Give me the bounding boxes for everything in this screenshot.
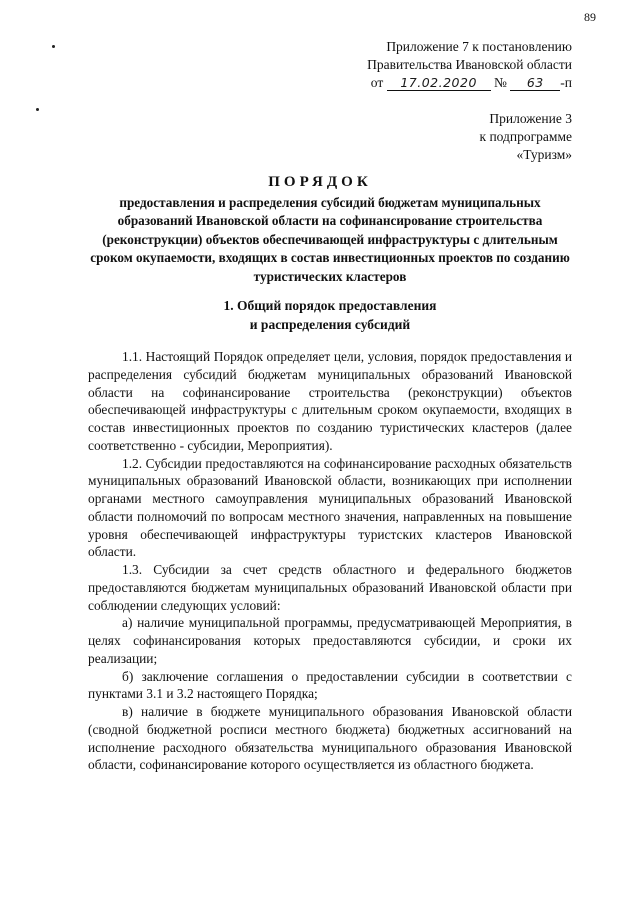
appendix-7-date-line xyxy=(367,74,572,92)
section-1-body xyxy=(88,348,572,774)
date-prefix: от xyxy=(370,75,384,90)
appendix-7-line1: Приложение 7 к постановлению xyxy=(386,39,572,54)
document-subtitle: предоставления и распределения субсидий бюджетам муниципальных образований Ивановской области на софинансирование строительства (реконструкции) объектов обеспечивающей инфраструктуры с длительным сроком окупаемости, входящих в состав инвестиционных проектов по созданию туристических кластеров xyxy=(90,195,570,284)
list-item-v: в) наличие в бюджете муниципального образования Ивановской области (сводной бюджетной росписи местного бюджета) бюджетных ассигнований на исполнение расходного обязательства муниципального образования Ивановской области, софинансирование которого осуществляется из областного бюджета. xyxy=(88,704,572,773)
section-1-heading-line2: и распределения субсидий xyxy=(249,317,411,332)
appendix-3-line1: Приложение 3 xyxy=(489,111,572,126)
paragraph-1-2: 1.2. Субсидии предоставляются на софинансирование расходных обязательств муниципальных образований Ивановской области, возникающих при исполнении органами местного самоуправления муниципальных образований Ивановской области полномочий по вопросам местного значения, направленных на повышение уровня обеспечивающей инфраструктуры туристских кластеров Ивановской области. xyxy=(88,455,572,560)
document-title: ПОРЯДОК xyxy=(268,174,372,190)
number-suffix: -п xyxy=(560,75,572,90)
list-item-a: а) наличие муниципальной программы, предусматривающей Мероприятия, в целях софинансирования которых предоставляются субсидии, и сроки их реализации; xyxy=(88,615,572,666)
paragraph-1-3: 1.3. Субсидии за счет средств областного и федерального бюджетов предоставляются бюджетам муниципальных образований Ивановской области при соблюдении следующих условий: xyxy=(88,562,572,613)
appendix-7-block xyxy=(367,38,572,92)
list-item-b: б) заключение соглашения о предоставлении субсидии в соответствии с пунктами 3.1 и 3.2 настоящего Порядка; xyxy=(88,668,572,702)
appendix-3-line3: «Туризм» xyxy=(516,147,572,162)
appendix-7-line2: Правительства Ивановской области xyxy=(367,57,572,72)
appendix-3-block xyxy=(480,110,572,164)
number-value: 63 xyxy=(510,76,560,91)
paragraph-1-1: 1.1. Настоящий Порядок определяет цели, условия, порядок предоставления и распределения субсидий бюджетам муниципальных образований Ивановской области на софинансирование строительства (реконструкции) объектов обеспечивающей инфраструктуры с длительным сроком окупаемости, входящих в состав инвестиционных проектов по созданию туристических кластеров (далее соответственно - субсидии, Мероприятия). xyxy=(88,349,572,453)
section-1-heading xyxy=(88,296,572,334)
scan-dot-mark xyxy=(36,108,39,111)
section-1-heading-line1: 1. Общий порядок предоставления xyxy=(223,298,437,313)
scan-dot-mark xyxy=(52,45,55,48)
appendix-3-line2: к подпрограмме xyxy=(479,129,572,144)
number-prefix: № xyxy=(494,75,507,90)
page-number: 89 xyxy=(584,10,596,24)
date-value: 17.02.2020 xyxy=(387,76,491,91)
